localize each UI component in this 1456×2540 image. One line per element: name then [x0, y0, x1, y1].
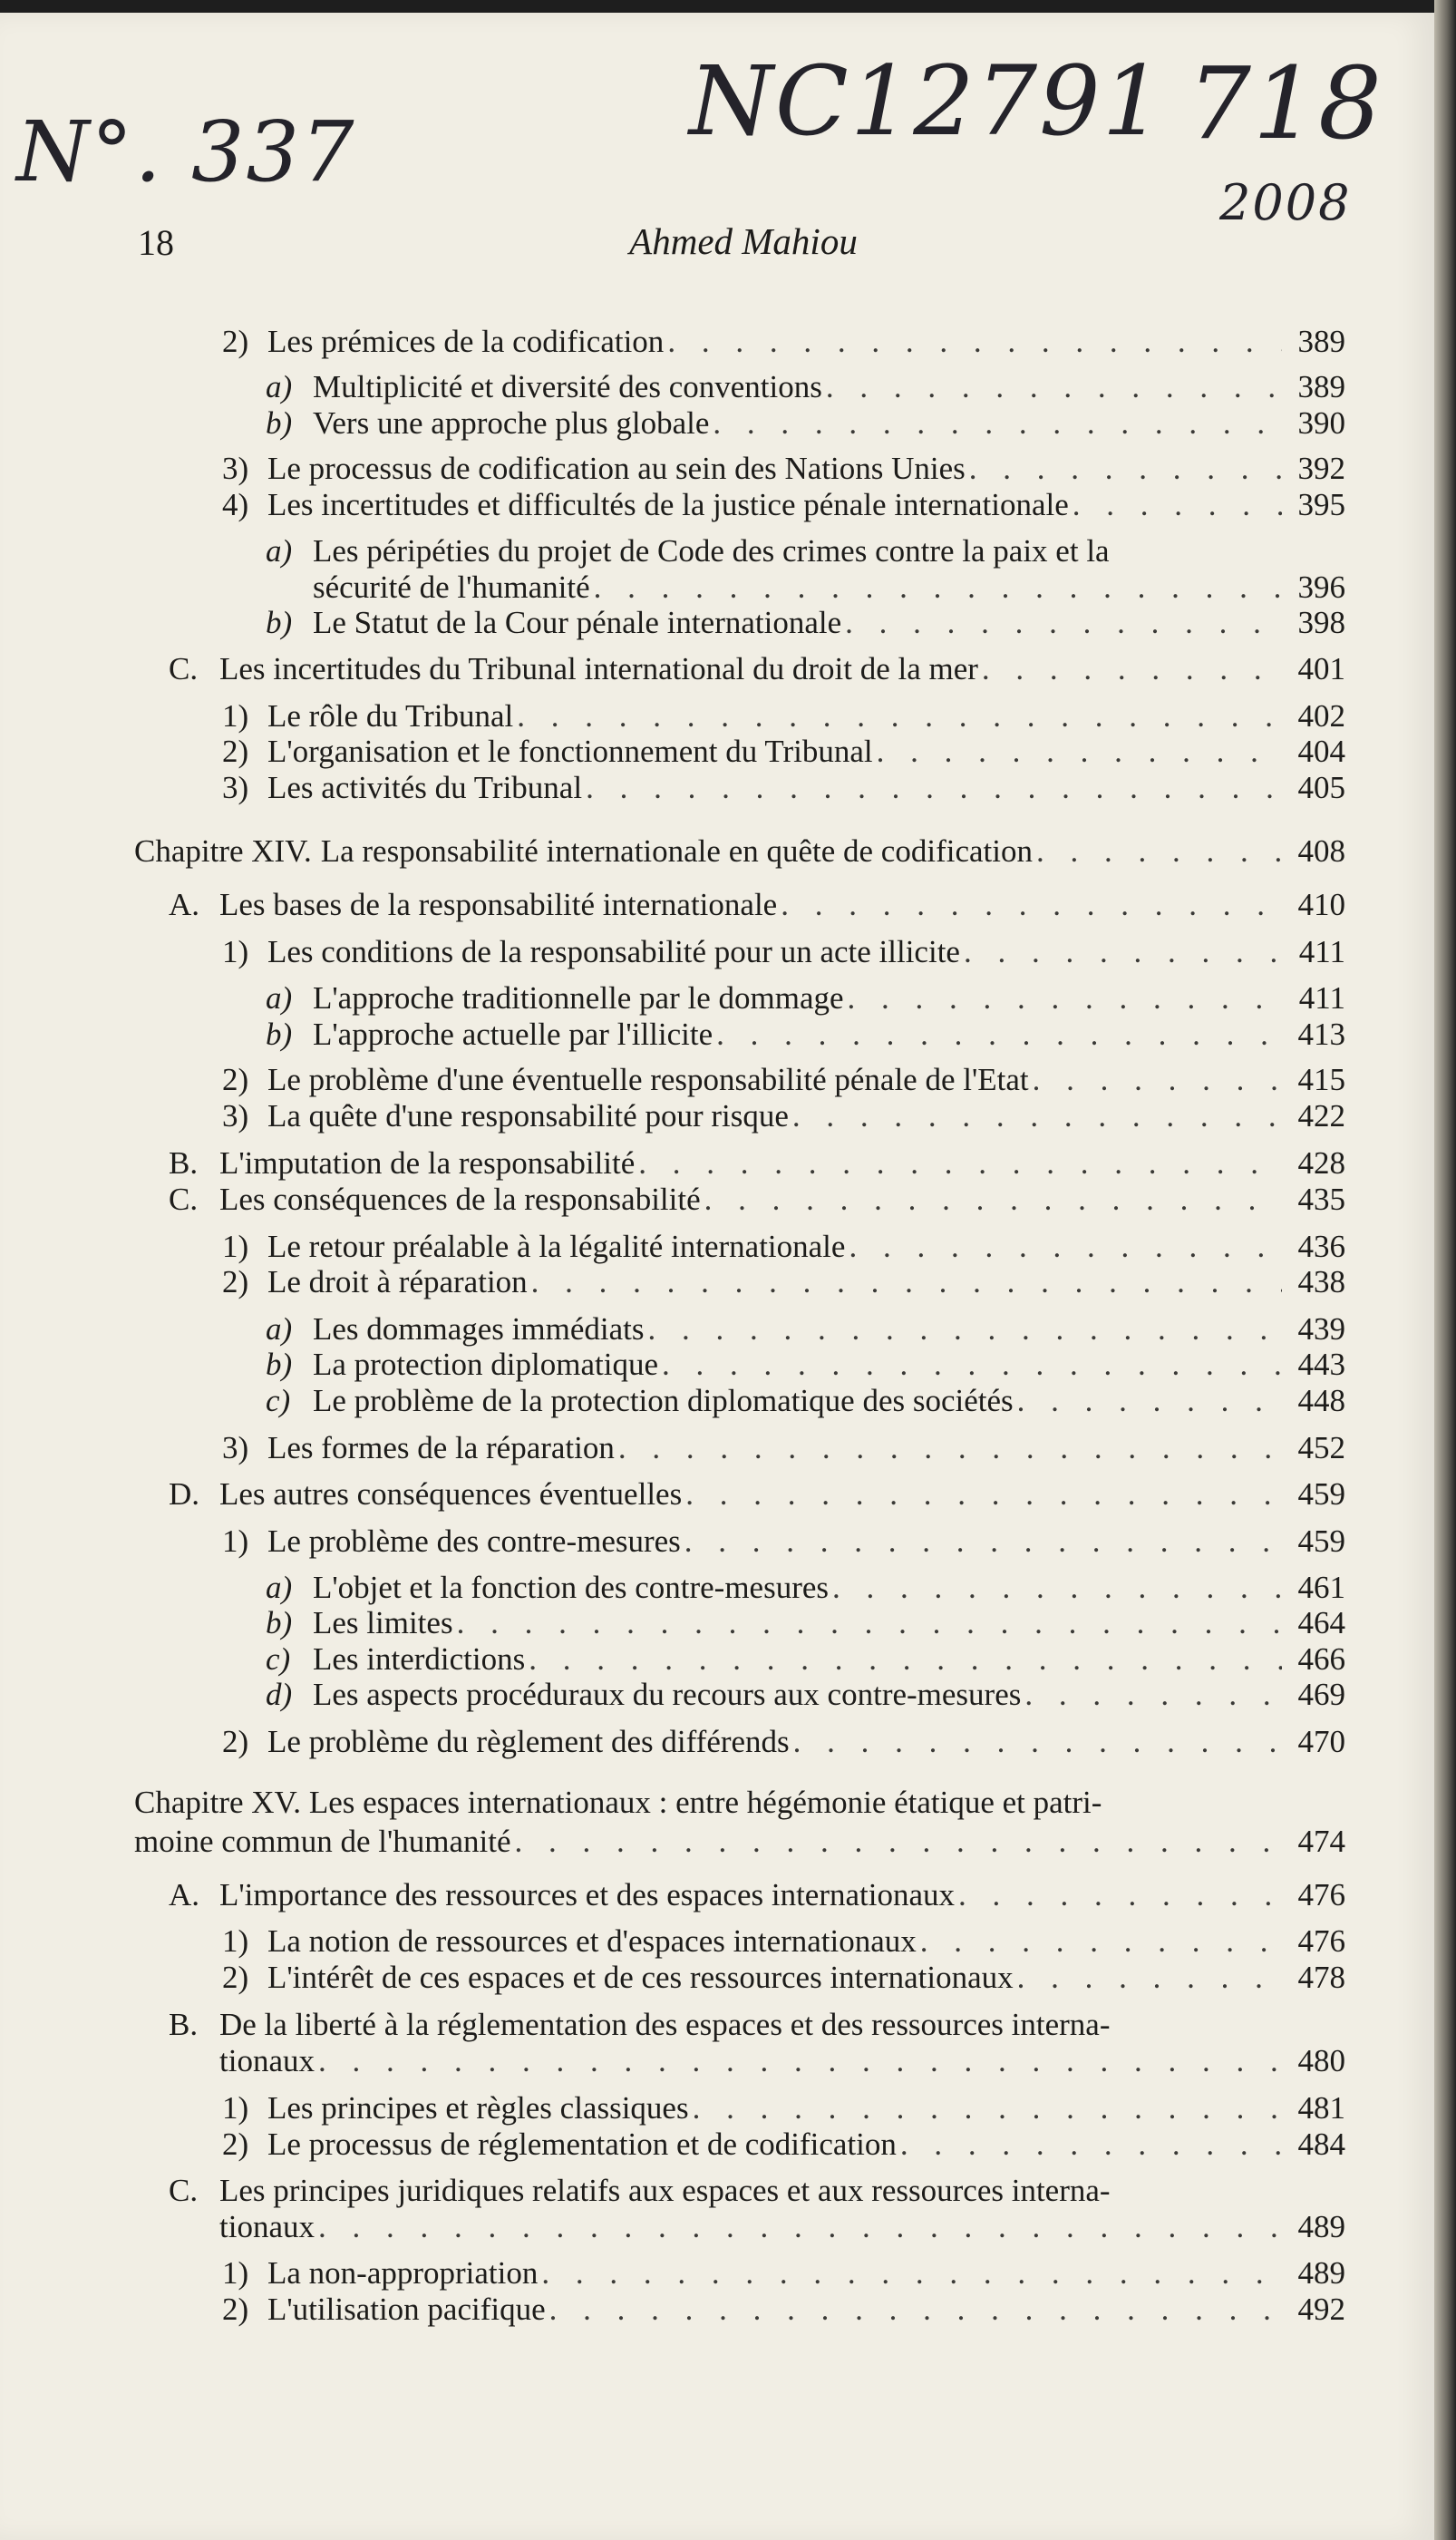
leader-dots [982, 652, 1282, 686]
toc-label: Vers une approche plus globale [313, 405, 710, 441]
leader-dots [793, 1725, 1282, 1759]
toc-page: 389 [1297, 324, 1345, 359]
toc-number: A. [169, 1877, 200, 1912]
toc-label: Les conditions de la responsabilité pour un acte illicite [267, 934, 960, 969]
handwritten-reference: NC12791 [689, 45, 1166, 157]
book-page [0, 13, 1434, 2540]
toc-number: d) [266, 1677, 293, 1712]
toc-label-continued: sécurité de l'humanité [313, 569, 590, 605]
toc-entry [169, 1477, 1345, 1512]
toc-number: Chapitre XV. [134, 1785, 302, 1820]
toc-chapter-entry [134, 834, 1345, 869]
toc-label: Les activités du Tribunal [267, 770, 583, 805]
toc-label: L'importance des ressources et des espaces internationaux [219, 1877, 955, 1912]
toc-number: a) [266, 980, 293, 1016]
toc-page: 452 [1297, 1430, 1345, 1465]
toc-page: 464 [1297, 1605, 1345, 1640]
toc-page: 390 [1297, 405, 1345, 441]
toc-entry [222, 1099, 1345, 1134]
leader-dots [845, 606, 1282, 640]
toc-entry [222, 1063, 1345, 1097]
toc-number: 1) [222, 698, 249, 734]
leader-dots [1036, 834, 1282, 869]
toc-entry [219, 2044, 1345, 2078]
toc-label: Les espaces internationaux : entre hégémonie étatique et patri- [308, 1785, 1102, 1820]
toc-label: Les péripéties du projet de Code des crimes contre la paix et la [313, 533, 1110, 569]
toc-page: 389 [1297, 369, 1345, 404]
leader-dots [1033, 1063, 1282, 1097]
toc-entry [266, 1678, 1345, 1712]
leader-dots [318, 2210, 1282, 2244]
leader-dots [781, 888, 1282, 922]
toc-number: 2) [222, 2126, 249, 2162]
toc-entry [169, 888, 1345, 922]
toc-chapter-entry [134, 1825, 1345, 1859]
toc-page: 469 [1297, 1677, 1345, 1712]
toc-label: Le rôle du Tribunal [267, 698, 514, 734]
toc-page: 411 [1298, 934, 1345, 969]
toc-entry [266, 606, 1345, 640]
toc-label: Les dommages immédiats [313, 1311, 645, 1347]
toc-entry [222, 935, 1345, 969]
leader-dots [964, 935, 1282, 969]
toc-number: C. [169, 2173, 199, 2208]
leader-dots [832, 1571, 1282, 1605]
toc-page: 481 [1297, 2090, 1345, 2126]
toc-label: La protection diplomatique [313, 1347, 659, 1382]
toc-label: Les aspects procéduraux du recours aux contre-mesures [313, 1677, 1022, 1712]
toc-page: 405 [1297, 770, 1345, 805]
toc-entry [169, 652, 1345, 686]
toc-number: b) [266, 1017, 293, 1052]
toc-number: b) [266, 1347, 293, 1382]
handwritten-year: 2008 [1219, 174, 1352, 231]
top-edge [0, 0, 1456, 13]
toc-number: c) [266, 1383, 291, 1418]
leader-dots [900, 2127, 1282, 2162]
toc-label: Les incertitudes du Tribunal international du droit de la mer [219, 651, 978, 686]
running-head: Ahmed Mahiou [629, 220, 858, 262]
toc-page: 401 [1297, 651, 1345, 686]
toc-label: De la liberté à la réglementation des espaces et des ressources interna- [219, 2007, 1111, 2042]
toc-number: 2) [222, 1960, 249, 1995]
toc-number: b) [266, 1605, 293, 1640]
toc-number: 4) [222, 487, 249, 522]
toc-page: 392 [1297, 451, 1345, 486]
toc-number: 3) [222, 1430, 249, 1465]
toc-entry [222, 1725, 1345, 1759]
toc-label: L'imputation de la responsabilité [219, 1145, 636, 1181]
toc-number: B. [169, 1145, 199, 1181]
toc-page: 435 [1297, 1182, 1345, 1217]
toc-number: a) [266, 1570, 293, 1605]
toc-number: C. [169, 651, 199, 686]
toc-page: 415 [1297, 1062, 1345, 1097]
toc-entry [222, 1524, 1345, 1559]
toc-label: L'utilisation pacifique [267, 2292, 546, 2327]
leader-dots [531, 1265, 1282, 1299]
toc-entry [222, 1431, 1345, 1465]
toc-number: 3) [222, 770, 249, 805]
toc-label: La responsabilité internationale en quête de codification [320, 833, 1033, 869]
toc-entry [266, 1642, 1345, 1677]
leader-dots [318, 2044, 1282, 2078]
leader-dots [849, 1230, 1282, 1264]
toc-entry [219, 2210, 1345, 2244]
toc-label: Les limites [313, 1605, 453, 1640]
toc-number: 1) [222, 1923, 249, 1959]
toc-page: 474 [1297, 1824, 1345, 1859]
toc-label: Le problème d'une éventuelle responsabilité pénale de l'Etat [267, 1062, 1029, 1097]
toc-number: 1) [222, 2255, 249, 2291]
toc-number: 2) [222, 734, 249, 769]
toc-page: 489 [1297, 2255, 1345, 2291]
table-of-contents [0, 13, 1434, 2540]
toc-entry [169, 1878, 1345, 1912]
toc-number: 3) [222, 451, 249, 486]
toc-label: Le Statut de la Cour pénale internationale [313, 605, 842, 640]
toc-page: 398 [1297, 605, 1345, 640]
toc-entry [222, 771, 1345, 805]
toc-label: L'organisation et le fonctionnement du Tribunal [267, 734, 873, 769]
handwritten-code: 718 [1188, 45, 1383, 161]
toc-entry [169, 1146, 1345, 1181]
toc-entry-first-line [169, 2008, 1110, 2042]
toc-label: Les bases de la responsabilité internationale [219, 887, 778, 922]
toc-number: a) [266, 369, 293, 404]
toc-entry [222, 699, 1345, 734]
toc-label: Les prémices de la codification [267, 324, 665, 359]
leader-dots [704, 1182, 1282, 1217]
toc-number: C. [169, 1182, 199, 1217]
leader-dots [662, 1348, 1282, 1382]
toc-chapter-entry-first-line [134, 1786, 1102, 1820]
toc-number: a) [266, 1311, 293, 1347]
toc-entry [266, 1606, 1345, 1640]
leader-dots [792, 1099, 1282, 1134]
toc-entry [169, 1182, 1345, 1217]
toc-label: La non-appropriation [267, 2255, 539, 2291]
toc-page: 428 [1297, 1145, 1345, 1181]
leader-dots [716, 1017, 1282, 1052]
toc-page: 480 [1297, 2043, 1345, 2078]
toc-number: D. [169, 1476, 200, 1512]
leader-dots [541, 2256, 1282, 2291]
toc-page: 470 [1297, 1724, 1345, 1759]
toc-page: 459 [1297, 1476, 1345, 1512]
toc-label: Multiplicité et diversité des conventions [313, 369, 822, 404]
toc-entry [313, 570, 1345, 605]
toc-number: 1) [222, 934, 249, 969]
leader-dots [549, 2292, 1282, 2327]
leader-dots [826, 370, 1282, 404]
toc-entry-first-line [266, 534, 1110, 569]
toc-page: 404 [1297, 734, 1345, 769]
toc-label: Les conséquences de la responsabilité [219, 1182, 701, 1217]
toc-number: 2) [222, 1724, 249, 1759]
leader-dots [848, 981, 1282, 1016]
toc-entry [222, 1265, 1345, 1299]
leader-dots [1024, 1678, 1282, 1712]
toc-page: 461 [1297, 1570, 1345, 1605]
toc-page: 396 [1297, 569, 1345, 605]
toc-entry [222, 2091, 1345, 2126]
toc-entry [266, 370, 1345, 404]
toc-label: L'approche actuelle par l'illicite [313, 1017, 713, 1052]
toc-label: Les formes de la réparation [267, 1430, 615, 1465]
toc-label: Les principes juridiques relatifs aux espaces et aux ressources interna- [219, 2173, 1111, 2208]
toc-number: 2) [222, 2292, 249, 2327]
toc-page: 478 [1297, 1960, 1345, 1995]
toc-label: Le problème du règlement des différends [267, 1724, 790, 1759]
leader-dots [638, 1146, 1282, 1181]
toc-label: L'approche traditionnelle par le dommage [313, 980, 844, 1016]
toc-page: 438 [1297, 1264, 1345, 1299]
toc-entry [222, 1230, 1345, 1264]
toc-number: b) [266, 605, 293, 640]
toc-page: 459 [1297, 1523, 1345, 1559]
leader-dots [1017, 1961, 1282, 1995]
leader-dots [586, 771, 1282, 805]
toc-number: 1) [222, 2090, 249, 2126]
leader-dots [684, 1524, 1282, 1559]
toc-label: Les autres conséquences éventuelles [219, 1476, 683, 1512]
toc-label: L'intérêt de ces espaces et de ces ressources internationaux [267, 1960, 1014, 1995]
toc-label: L'objet et la fonction des contre-mesures [313, 1570, 830, 1605]
toc-label: La notion de ressources et d'espaces internationaux [267, 1923, 917, 1959]
leader-dots [969, 452, 1282, 486]
leader-dots [1073, 488, 1282, 522]
toc-label: La quête d'une responsabilité pour risque [267, 1098, 789, 1134]
toc-page: 402 [1297, 698, 1345, 734]
toc-entry [266, 406, 1345, 441]
toc-entry [266, 981, 1345, 1016]
leader-dots [515, 1825, 1282, 1859]
toc-number: 1) [222, 1523, 249, 1559]
handwritten-number: N°. 337 [16, 103, 356, 200]
leader-dots [685, 1477, 1282, 1512]
toc-page: 476 [1297, 1877, 1345, 1912]
toc-entry [266, 1384, 1345, 1418]
leader-dots [618, 1431, 1282, 1465]
toc-label: Le processus de codification au sein des Nations Unies [267, 451, 966, 486]
toc-page: 395 [1297, 487, 1345, 522]
leader-dots [920, 1924, 1282, 1959]
leader-dots [713, 406, 1282, 441]
leader-dots [1017, 1384, 1282, 1418]
toc-entry [222, 452, 1345, 486]
leader-dots [594, 570, 1282, 605]
toc-entry [222, 2127, 1345, 2162]
toc-page: 413 [1297, 1017, 1345, 1052]
toc-entry [266, 1312, 1345, 1347]
toc-page: 492 [1297, 2292, 1345, 2327]
toc-entry-first-line [169, 2174, 1111, 2208]
toc-number: B. [169, 2007, 199, 2042]
toc-label-continued: tionaux [219, 2209, 315, 2244]
toc-label: Le problème des contre-mesures [267, 1523, 681, 1559]
toc-label: Les principes et règles classiques [267, 2090, 689, 2126]
leader-dots [693, 2091, 1282, 2126]
leader-dots [877, 735, 1282, 769]
toc-entry [222, 1924, 1345, 1959]
toc-page: 410 [1297, 887, 1345, 922]
toc-page: 476 [1297, 1923, 1345, 1959]
toc-number: b) [266, 405, 293, 441]
toc-entry [222, 1961, 1345, 1995]
toc-page: 411 [1298, 980, 1345, 1016]
toc-page: 439 [1297, 1311, 1345, 1347]
toc-number: Chapitre XIV. [134, 833, 312, 869]
toc-label: Le droit à réparation [267, 1264, 528, 1299]
toc-number: 2) [222, 324, 249, 359]
toc-page: 448 [1297, 1383, 1345, 1418]
toc-number: 2) [222, 1062, 249, 1097]
toc-entry [222, 735, 1345, 769]
toc-label: Le processus de réglementation et de codification [267, 2126, 897, 2162]
toc-number: 3) [222, 1098, 249, 1134]
toc-label: Le problème de la protection diplomatique des sociétés [313, 1383, 1014, 1418]
toc-label: Les incertitudes et difficultés de la justice pénale internationale [267, 487, 1069, 522]
toc-entry [266, 1571, 1345, 1605]
toc-page: 436 [1297, 1229, 1345, 1264]
toc-page: 443 [1297, 1347, 1345, 1382]
leader-dots [647, 1312, 1282, 1347]
book-spine-shadow [1434, 0, 1456, 2540]
leader-dots [529, 1642, 1282, 1677]
toc-page: 489 [1297, 2209, 1345, 2244]
leader-dots [517, 699, 1282, 734]
toc-number: 1) [222, 1229, 249, 1264]
page-number: 18 [138, 222, 174, 263]
leader-dots [457, 1606, 1282, 1640]
leader-dots [667, 325, 1282, 359]
toc-label: Les interdictions [313, 1641, 526, 1677]
toc-entry [222, 488, 1345, 522]
toc-page: 408 [1297, 833, 1345, 869]
toc-entry [222, 2256, 1345, 2291]
toc-number: A. [169, 887, 200, 922]
toc-label-continued: moine commun de l'humanité [134, 1824, 511, 1859]
toc-entry [266, 1017, 1345, 1052]
toc-label: Le retour préalable à la légalité internationale [267, 1229, 846, 1264]
leader-dots [958, 1878, 1282, 1912]
toc-page: 484 [1297, 2126, 1345, 2162]
toc-page: 422 [1297, 1098, 1345, 1134]
toc-number: 2) [222, 1264, 249, 1299]
toc-entry [222, 325, 1345, 359]
toc-number: c) [266, 1641, 291, 1677]
toc-entry [266, 1348, 1345, 1382]
toc-page: 466 [1297, 1641, 1345, 1677]
toc-number: a) [266, 533, 293, 569]
toc-entry [222, 2292, 1345, 2327]
toc-label-continued: tionaux [219, 2043, 315, 2078]
